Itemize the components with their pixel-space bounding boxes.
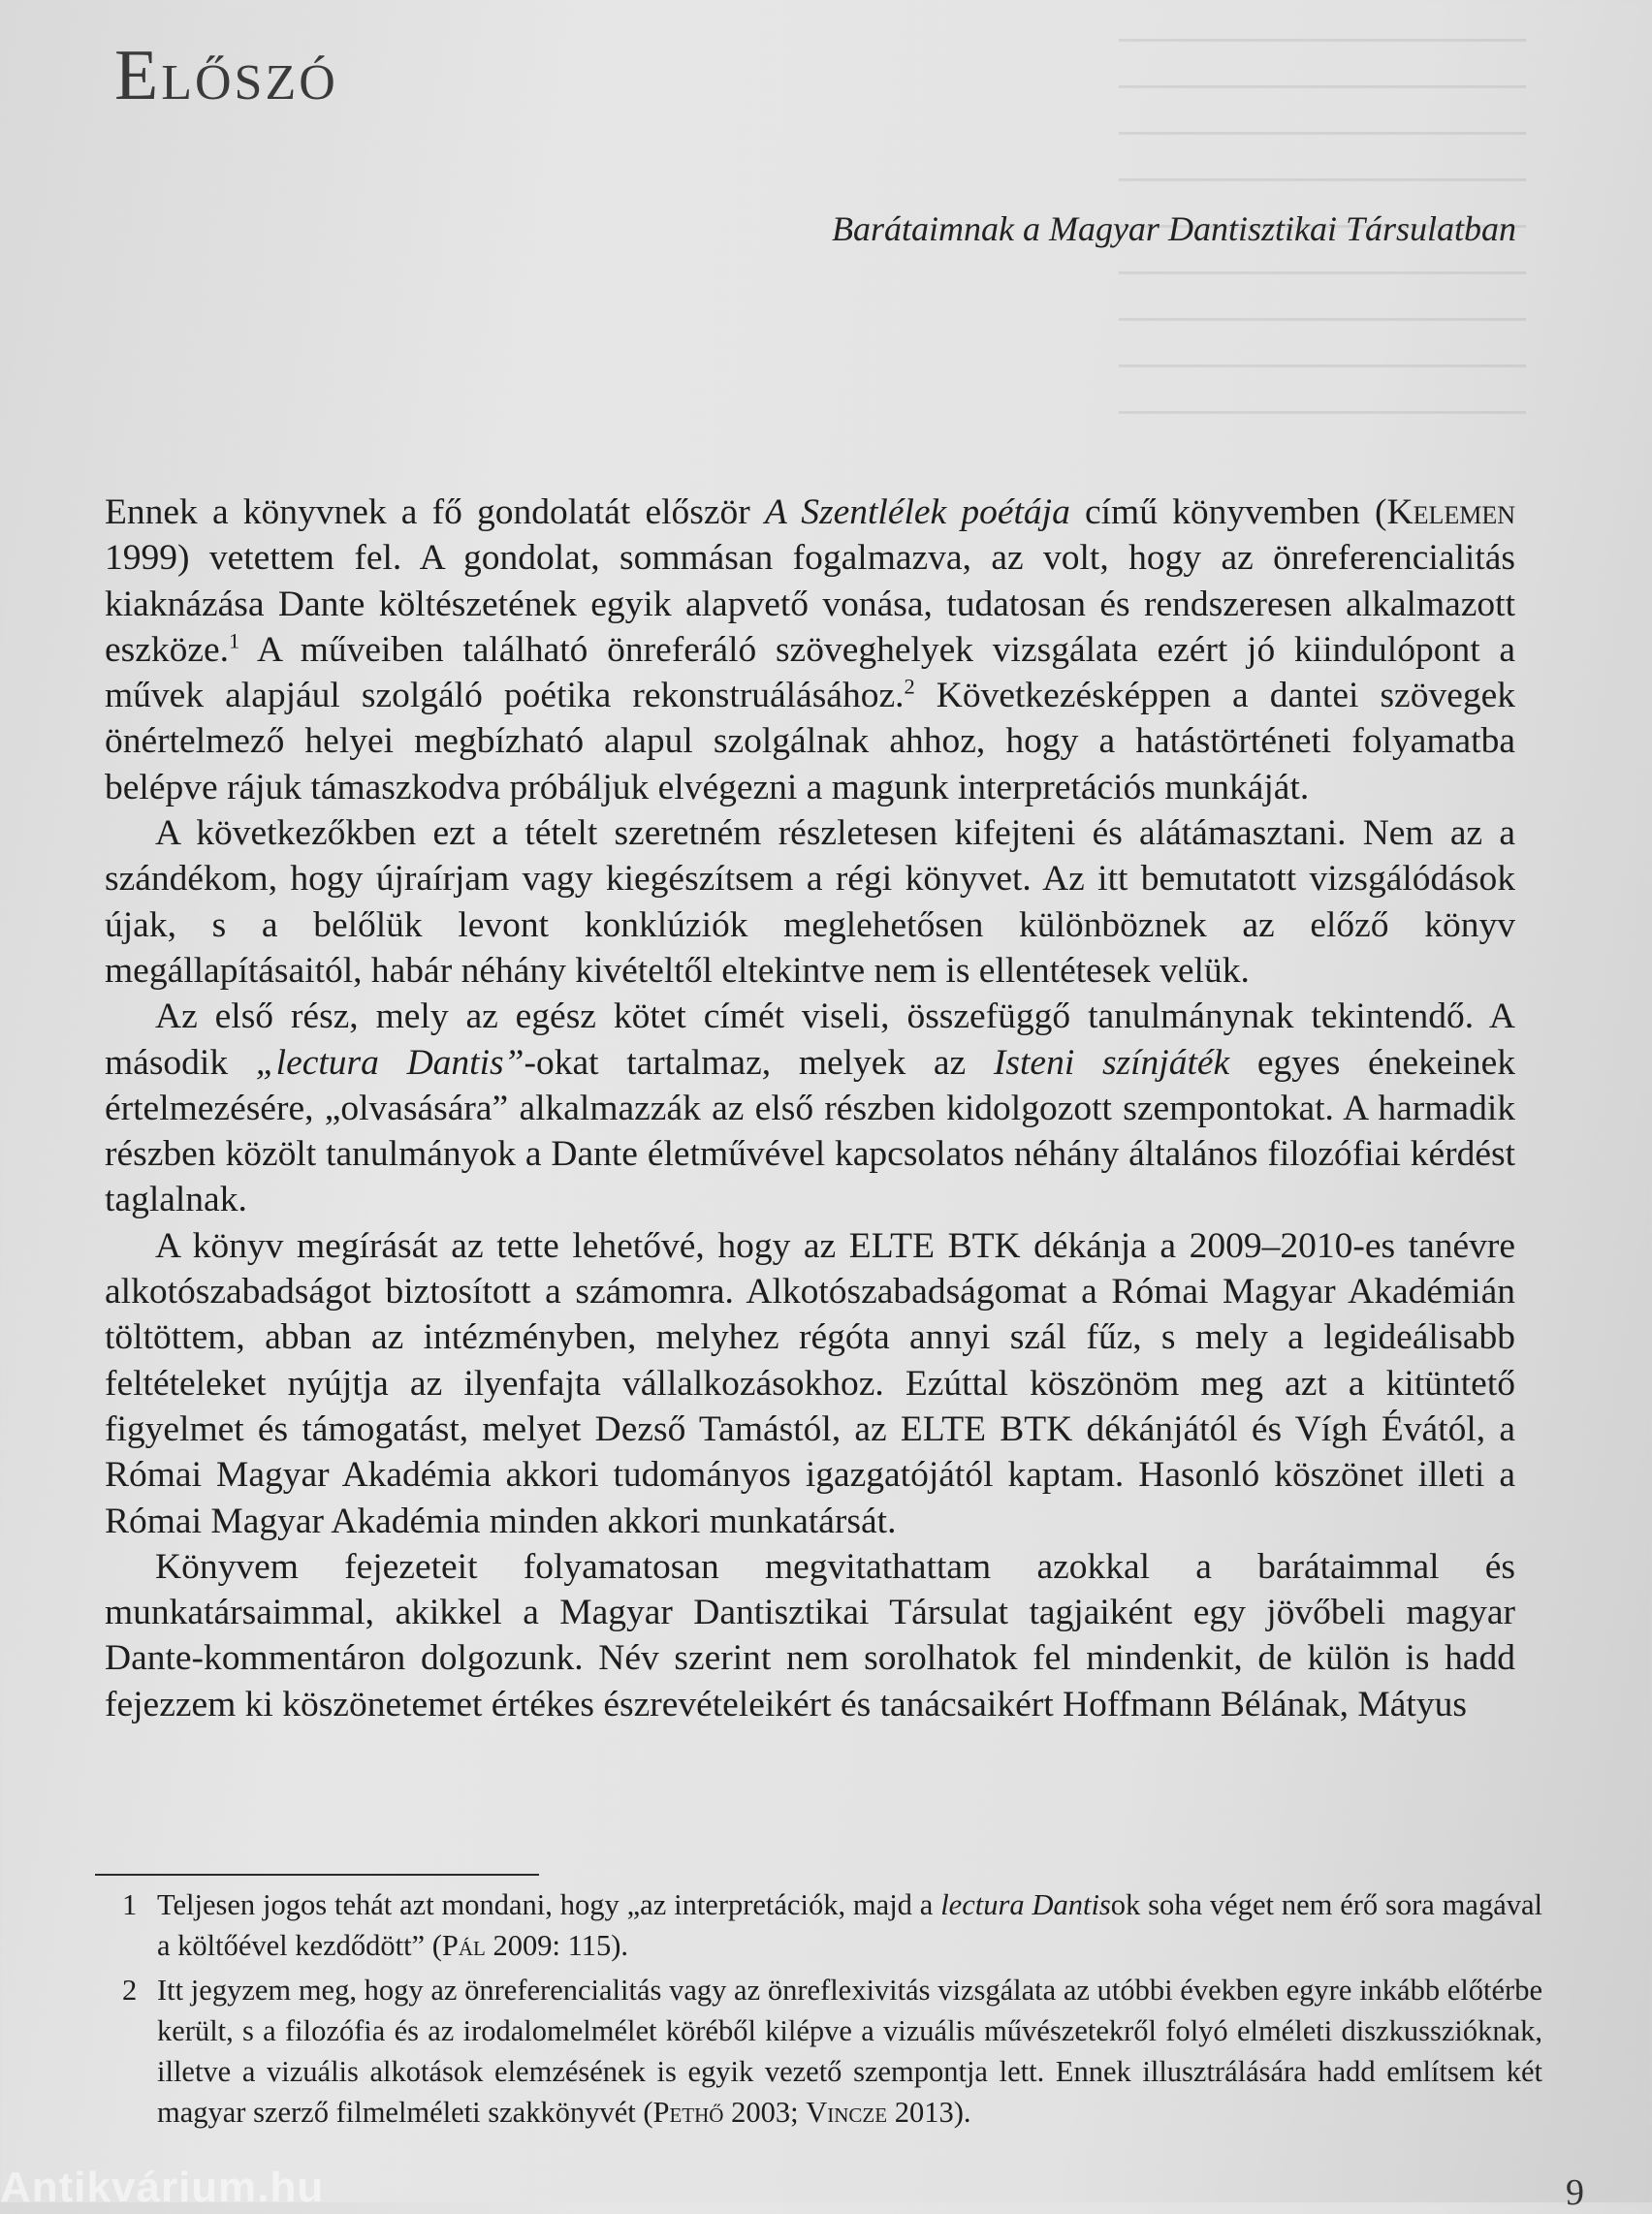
paragraph-5: Könyvem fejezeteit folyamatosan megvitathattam azokkal a barátaimmal és munkatársaimmal, akikkel a Magyar Dantisztikai Társulat tagjaiként egy jövőbeli magyar Dante-kommentáron dolgozunk. Név szerint nem sorolhatok fel mindenkit, de külön is hadd fejezzem ki köszönetemet értékes észrevételeikért és tanácsaikért Hoffmann Bélának, Mátyus bbox=[105, 1546, 1515, 1724]
paragraph-1: Ennek a könyvnek a fő gondolatát először A Szentlélek poétája című könyvemben (Kelemen 1999) vetettem fel. A gondolat, sommásan fogalmazva, az volt, hogy az önreferencialitás kiaknázása Dante költészetének egyik alapvető vonása, tudatosan és rendszeresen alkalmazott eszköze.$^1$ A műveiben található önreferáló szöveghelyek vizsgálata ezért jó kiindulópont a művek alapjául szolgáló poétika rekonstruálásához.$^2$ Következésképpen a dantei szövegek önértelmező helyei megbízható alapul szolgálnak ahhoz, hogy a hatástörténeti folyamatba belépve rájuk támaszkodva próbáljuk elvégezni a magunk interpretációs munkáját. bbox=[105, 492, 1515, 807]
footnote-ref-2: 2 bbox=[904, 674, 915, 699]
watermark: Antikvárium.hu bbox=[0, 2164, 325, 2211]
page-title: Előszó bbox=[114, 36, 338, 115]
footnote-ref-1: 1 bbox=[229, 628, 240, 653]
page-number: 9 bbox=[1566, 2172, 1584, 2213]
footnote-divider bbox=[95, 1874, 539, 1876]
paragraph-3: Az első rész, mely az egész kötet címét viseli, összefüggő tanulmánynak tekintendő. A második „lectura Dantis”-okat tartalmaz, melyek az Isteni színjáték egyes énekeinek értelmezésére, „olvasására” alkalmazzák az első részben kidolgozott szempontokat. A harmadik részben közölt tanulmányok a Dante életművével kapcsolatos néhány általános filozófiai kérdést taglalnak. bbox=[105, 996, 1515, 1220]
footnote-1: 1 Teljesen jogos tehát azt mondani, hogy „az interpretációk, majd a lectura Dantisok soha véget nem érő sora magával a költőével kezdődött” (Pál 2009: 115). bbox=[122, 1888, 1542, 1962]
dedication: Barátaimnak a Magyar Dantisztikai Társulatban bbox=[831, 209, 1516, 248]
main-text bbox=[105, 490, 1515, 1727]
footnotes bbox=[122, 1884, 1542, 2136]
author-citation: Kelemen bbox=[1386, 492, 1515, 532]
footnote-2: 2 Itt jegyzem meg, hogy az önreferencialitás vagy az önreflexivitás vizsgálata az utóbbi években egyre inkább előtérbe került, s a filozófia és az irodalomelmélet köréből kilépve a vizuális művészetekről folyó elméleti diszkusszióknak, illetve a vizuális alkotások elemzésének is egyik vezető szempontja lett. Ennek illusztrálására hadd említsem két magyar szerző filmelméleti szakkönyvét (Pethő 2003; Vincze 2013). bbox=[122, 1974, 1542, 2129]
paragraph-4: A könyv megírását az tette lehetővé, hogy az ELTE BTK dékánja a 2009–2010-es tanévre alkotószabadságot biztosított a számomra. Alkotószabadságomat a Római Magyar Akadémián töltöttem, abban az intézményben, melyhez régóta annyi szál fűz, s mely a legideálisabb feltételeket nyújtja az ilyenfajta vállalkozásokhoz. Ezúttal köszönöm meg azt a kitüntető figyelmet és támogatást, melyet Dezső Tamástól, az ELTE BTK dékánjától és Vígh Évától, a Római Magyar Akadémia akkori tudományos igazgatójától kaptam. Hasonló köszönet illeti a Római Magyar Akadémia minden akkori munkatársát. bbox=[105, 1225, 1515, 1541]
paragraph-2: A következőkben ezt a tételt szeretném részletesen kifejteni és alátámasztani. Nem az a szándékom, hogy újraírjam vagy kiegészítsem a régi könyvet. Az itt bemutatott vizsgálódások újak, s a belőlük levont konklúziók meglehetősen különböznek az előző könyv megállapításaitól, habár néhány kivételtől eltekintve nem is ellentétesek velük. bbox=[105, 813, 1515, 991]
